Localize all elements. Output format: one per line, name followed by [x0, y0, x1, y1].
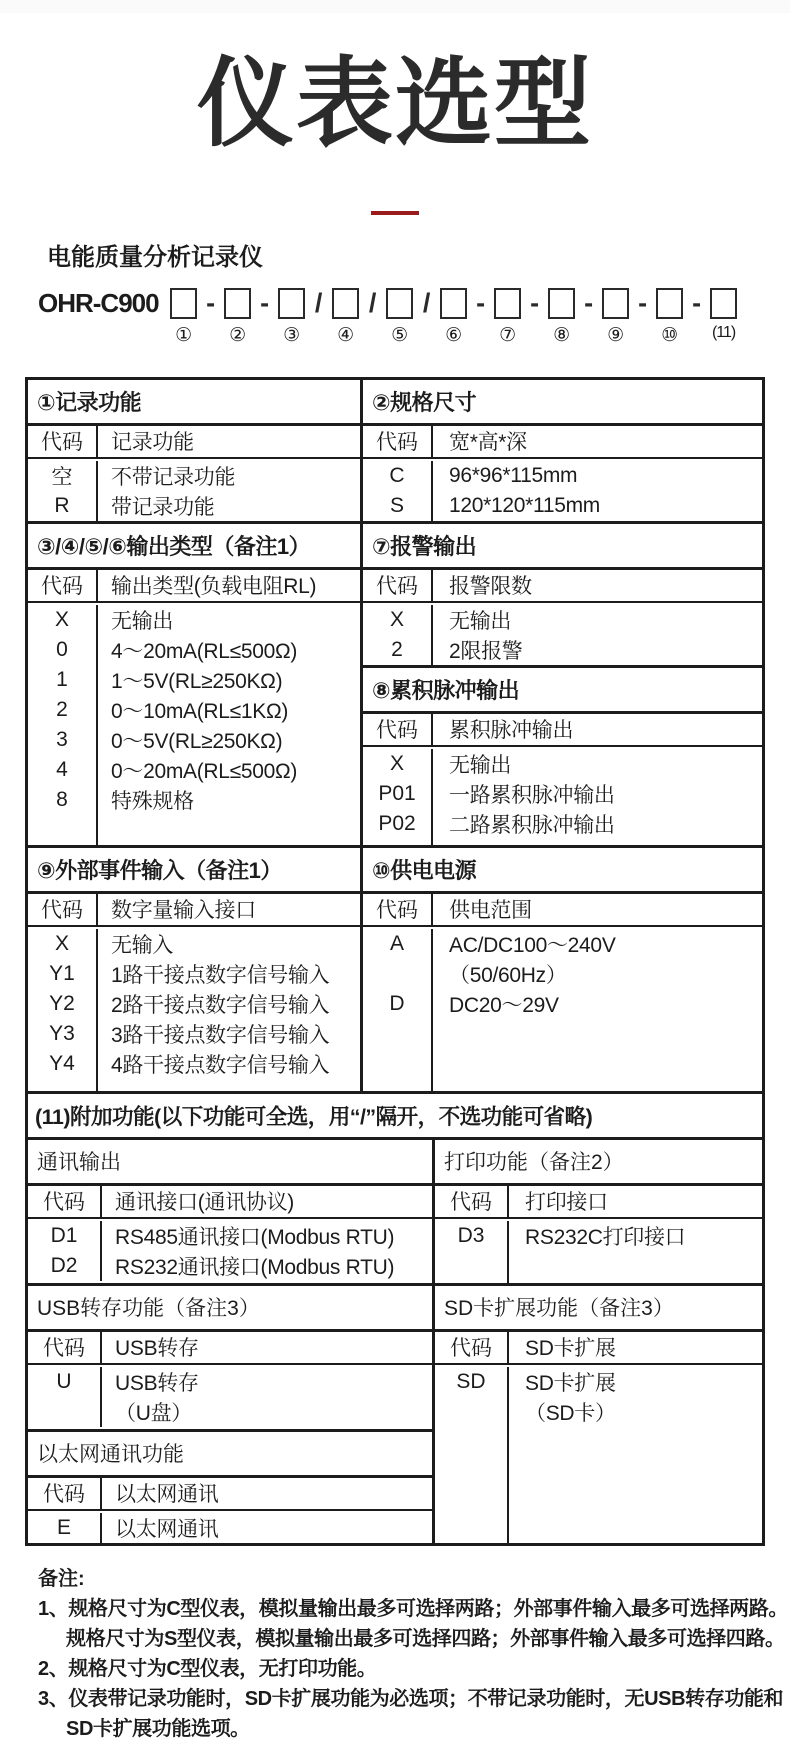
note-line: 3、仪表带记录功能时，SD卡扩展功能为必选项；不带记录功能时，无USB转存功能和 [38, 1687, 784, 1710]
table-row [28, 959, 360, 989]
section-title: ①记录功能 [28, 380, 360, 426]
column-header-row [363, 714, 762, 747]
table-row [28, 755, 360, 785]
desc-cell: 以太网通讯 [115, 1517, 219, 1541]
table-row [28, 491, 360, 521]
desc-cell: RS232通讯接口(Modbus RTU) [115, 1255, 395, 1279]
desc-header-cell: 供电范围 [449, 899, 532, 923]
desc-cell: 无输入 [111, 933, 174, 957]
table-row [28, 1367, 432, 1397]
code-cell [28, 1397, 102, 1427]
model-position-label: ⑨ [607, 324, 625, 346]
desc-cell: 带记录功能 [111, 495, 215, 519]
table-row [28, 695, 360, 725]
model-position-label: (11) [711, 323, 736, 341]
section-rows [363, 747, 762, 845]
model-position-label: ⑩ [661, 324, 679, 346]
desc-cell: （U盘） [115, 1401, 192, 1425]
model-position-label: ⑧ [553, 324, 571, 346]
table-row [28, 1251, 432, 1281]
table-row [28, 1019, 360, 1049]
desc-cell-empty [509, 1427, 762, 1543]
desc-cell: USB转存 [115, 1371, 199, 1395]
model-position-1 [170, 288, 198, 347]
table-row [28, 605, 360, 635]
table-row [363, 605, 762, 635]
code-cell: P02 [363, 809, 433, 839]
model-position-label: ① [175, 324, 193, 346]
top-strip [0, 0, 790, 13]
code-cell: Y2 [28, 989, 98, 1019]
desc-cell: 2路干接点数字信号输入 [111, 993, 330, 1017]
code-cell: SD [435, 1367, 509, 1397]
note-line: 1、规格尺寸为C型仪表，模拟量输出最多可选择两路；外部事件输入最多可选择两路。 [38, 1597, 788, 1620]
code-cell: 3 [28, 725, 98, 755]
section-title: SD卡扩展功能（备注3） [435, 1286, 762, 1332]
table-row [28, 1049, 360, 1079]
model-box [494, 288, 521, 319]
notes-heading: 备注: [38, 1567, 85, 1590]
model-separator: - [476, 287, 486, 318]
code-cell-empty [363, 1019, 433, 1091]
group1-left [28, 380, 363, 845]
desc-header-cell: 累积脉冲输出 [449, 719, 574, 743]
table-row [363, 749, 762, 779]
desc-cell: 特殊规格 [111, 789, 194, 813]
accent-dash [371, 211, 419, 215]
model-separator: - [206, 287, 216, 318]
product-name: 电能质量分析记录仪 [47, 243, 263, 271]
selection-table [25, 377, 765, 1546]
desc-header-cell: SD卡扩展 [525, 1337, 616, 1361]
table-row [28, 461, 360, 491]
model-separator: / [422, 287, 431, 318]
model-position-7 [494, 288, 522, 347]
section-title: 打印功能（备注2） [435, 1140, 762, 1186]
model-position-label: ④ [337, 324, 355, 346]
group3-right [435, 1140, 762, 1543]
model-prefix: OHR-C900 [38, 287, 159, 318]
model-separator: - [530, 287, 540, 318]
group3-left [28, 1140, 435, 1543]
filler-row [28, 815, 360, 845]
section-title: ③/④/⑤/⑥输出类型（备注1） [28, 524, 360, 570]
table-row [28, 1221, 432, 1251]
desc-cell: （50/60Hz） [449, 963, 567, 987]
desc-cell: 4路干接点数字信号输入 [111, 1053, 330, 1077]
model-separator: - [260, 287, 270, 318]
desc-cell: 1～5V(RL≥250KΩ) [111, 669, 283, 693]
group2-left [28, 848, 363, 1091]
section-rows [28, 1511, 432, 1543]
column-header-row [28, 426, 360, 459]
section-title: ⑦报警输出 [363, 524, 762, 570]
note-line: 规格尺寸为S型仪表，模拟量输出最多可选择四路；外部事件输入最多可选择四路。 [66, 1627, 785, 1650]
desc-cell: 1路干接点数字信号输入 [111, 963, 330, 987]
code-cell [363, 959, 433, 989]
section-alarm-output [363, 521, 762, 665]
model-box [710, 288, 737, 319]
column-header-row [363, 426, 762, 459]
table-row [363, 989, 762, 1019]
table-row [28, 665, 360, 695]
section-rows [363, 927, 762, 1091]
section-size [363, 380, 762, 521]
code-header-cell: 代码 [28, 894, 98, 925]
model-position-10 [656, 288, 684, 347]
desc-cell: AC/DC100～240V [449, 933, 616, 957]
desc-cell: 2限报警 [449, 639, 523, 663]
section-rows [28, 927, 360, 1091]
section-output-type [28, 521, 360, 845]
table-row [28, 1397, 432, 1427]
desc-cell-empty [98, 1079, 360, 1091]
table-row [435, 1397, 762, 1427]
column-header-row [435, 1332, 762, 1365]
additional-functions-header: (11)附加功能(以下功能可全选，用“/”隔开，不选功能可省略) [28, 1094, 762, 1140]
model-position-label: ⑤ [391, 324, 409, 346]
code-cell: D [363, 989, 433, 1019]
code-cell-empty [28, 1079, 98, 1091]
code-cell: P01 [363, 779, 433, 809]
model-separator: - [692, 287, 702, 318]
model-position-6 [440, 288, 468, 347]
column-header-row [435, 1186, 762, 1219]
desc-cell-empty [98, 815, 360, 845]
column-header-row [28, 894, 360, 927]
table-group-3 [28, 1091, 762, 1543]
code-header-cell: 代码 [363, 894, 433, 925]
table-row [28, 725, 360, 755]
column-header-row [28, 570, 360, 603]
code-cell: D2 [28, 1251, 102, 1281]
code-cell: D1 [28, 1221, 102, 1251]
column-header-row [28, 1478, 432, 1511]
section-external-event-input [28, 848, 360, 1091]
desc-cell: 120*120*115mm [449, 493, 600, 517]
model-box [278, 288, 305, 319]
model-box [602, 288, 629, 319]
model-box [440, 288, 467, 319]
desc-cell-empty [433, 1019, 762, 1091]
code-cell: 0 [28, 635, 98, 665]
desc-cell: 0～20mA(RL≤500Ω) [111, 759, 298, 783]
desc-header-cell: 打印接口 [525, 1191, 608, 1215]
desc-cell: 二路累积脉冲输出 [449, 813, 615, 837]
code-cell [435, 1397, 509, 1427]
desc-cell: 4～20mA(RL≤500Ω) [111, 639, 298, 663]
table-row [435, 1221, 762, 1251]
code-cell: X [28, 929, 98, 959]
code-cell: U [28, 1367, 102, 1397]
code-header-cell: 代码 [28, 570, 98, 601]
desc-header-cell: 输出类型(负载电阻RL) [111, 575, 317, 599]
model-position-5 [386, 288, 414, 347]
filler-row [435, 1251, 762, 1283]
desc-cell: 不带记录功能 [111, 465, 236, 489]
code-header-cell: 代码 [28, 1332, 102, 1363]
code-cell: A [363, 929, 433, 959]
code-header-cell: 代码 [435, 1186, 509, 1217]
code-cell: C [363, 461, 433, 491]
code-header-cell: 代码 [363, 426, 433, 457]
code-cell-empty [435, 1251, 509, 1283]
code-cell: Y1 [28, 959, 98, 989]
footnotes [38, 1564, 790, 1744]
code-cell: Y3 [28, 1019, 98, 1049]
code-cell: E [28, 1513, 102, 1543]
code-cell: Y4 [28, 1049, 98, 1079]
code-cell: 4 [28, 755, 98, 785]
section-print-function [435, 1140, 762, 1283]
model-position-label: ② [229, 324, 247, 346]
section-comm-output [28, 1140, 432, 1283]
desc-header-cell: 宽*高*深 [449, 431, 527, 455]
section-rows [28, 1365, 432, 1429]
code-cell: 1 [28, 665, 98, 695]
filler-row [28, 1079, 360, 1091]
desc-header-cell: 通讯接口(通讯协议) [115, 1191, 294, 1215]
section-usb-transfer [28, 1283, 432, 1429]
model-box [386, 288, 413, 319]
table-row [363, 809, 762, 839]
note-line: SD卡扩展功能选项。 [66, 1717, 250, 1740]
table-row [363, 461, 762, 491]
section-rows [28, 1219, 432, 1283]
section-title: ⑩供电电源 [363, 848, 762, 894]
code-cell: R [28, 491, 98, 521]
desc-cell: RS232C打印接口 [525, 1225, 686, 1249]
table-row [363, 929, 762, 959]
table-row [28, 1513, 432, 1543]
desc-cell: 0～10mA(RL≤1KΩ) [111, 699, 289, 723]
note-line: 2、规格尺寸为C型仪表，无打印功能。 [38, 1657, 377, 1680]
code-cell: X [363, 749, 433, 779]
filler-row [363, 1019, 762, 1091]
code-header-cell: 代码 [28, 426, 98, 457]
desc-cell: 无输出 [449, 609, 512, 633]
filler-row [435, 1427, 762, 1543]
code-cell: 2 [28, 695, 98, 725]
code-header-cell: 代码 [363, 714, 433, 745]
desc-cell: 0～5V(RL≥250KΩ) [111, 729, 283, 753]
group2-right [363, 848, 762, 1091]
model-position-label: ⑦ [499, 324, 517, 346]
model-position-4 [332, 288, 360, 347]
table-row [28, 635, 360, 665]
code-cell-empty [435, 1427, 509, 1543]
desc-header-cell: 记录功能 [111, 431, 194, 455]
column-header-row [28, 1186, 432, 1219]
desc-header-cell: 报警限数 [449, 575, 532, 599]
table-row [28, 785, 360, 815]
table-row [363, 635, 762, 665]
model-position-label: ⑥ [445, 324, 463, 346]
filler-row [363, 839, 762, 845]
desc-cell: DC20～29V [449, 993, 559, 1017]
table-row [28, 989, 360, 1019]
model-separator: - [584, 287, 594, 318]
section-record-function [28, 380, 360, 521]
table-group-2 [28, 845, 762, 1091]
model-box [656, 288, 683, 319]
code-cell: X [363, 605, 433, 635]
section-power-supply [363, 848, 762, 1091]
code-header-cell: 代码 [363, 570, 433, 601]
code-cell: S [363, 491, 433, 521]
model-separator: / [368, 287, 377, 318]
table-row [363, 959, 762, 989]
section-ethernet [28, 1429, 432, 1543]
model-code-diagram [38, 288, 790, 347]
code-cell: D3 [435, 1221, 509, 1251]
code-cell: 2 [363, 635, 433, 665]
desc-header-cell: 数字量输入接口 [111, 899, 256, 923]
section-rows [28, 603, 360, 845]
desc-header-cell: 以太网通讯 [115, 1483, 219, 1507]
desc-cell: 3路干接点数字信号输入 [111, 1023, 330, 1047]
section-title: ⑧累积脉冲输出 [363, 668, 762, 714]
section-title: ②规格尺寸 [363, 380, 762, 426]
column-header-row [363, 894, 762, 927]
model-separator: / [314, 287, 323, 318]
desc-cell: 一路累积脉冲输出 [449, 783, 615, 807]
section-title: 以太网通讯功能 [28, 1432, 432, 1478]
model-position-11 [710, 288, 738, 342]
desc-header-cell: USB转存 [115, 1337, 199, 1361]
group1-right [363, 380, 762, 845]
model-box [332, 288, 359, 319]
section-rows [363, 459, 762, 521]
desc-cell-empty [509, 1251, 762, 1283]
code-cell: 空 [28, 461, 98, 491]
section-rows [28, 459, 360, 521]
code-header-cell: 代码 [28, 1478, 102, 1509]
section-pulse-output [363, 665, 762, 845]
section-rows [435, 1365, 762, 1543]
desc-cell: 无输出 [449, 753, 512, 777]
desc-cell: （SD卡） [525, 1401, 616, 1425]
model-box [224, 288, 251, 319]
model-position-label: ③ [283, 324, 301, 346]
desc-cell: SD卡扩展 [525, 1371, 616, 1395]
section-title: USB转存功能（备注3） [28, 1286, 432, 1332]
model-position-2 [224, 288, 252, 347]
table-row [363, 491, 762, 521]
section-title: ⑨外部事件输入（备注1） [28, 848, 360, 894]
model-separator: - [638, 287, 648, 318]
model-box [548, 288, 575, 319]
code-cell-empty [363, 839, 433, 845]
table-row [28, 929, 360, 959]
model-position-9 [602, 288, 630, 347]
column-header-row [28, 1332, 432, 1365]
page-title: 仪表选型 [197, 49, 593, 158]
code-header-cell: 代码 [435, 1332, 509, 1363]
table-row [435, 1367, 762, 1397]
section-sd-card [435, 1283, 762, 1543]
section-title: 通讯输出 [28, 1140, 432, 1186]
table-row [363, 779, 762, 809]
desc-cell-empty [433, 839, 762, 845]
table-group-1 [28, 380, 762, 845]
code-header-cell: 代码 [28, 1186, 102, 1217]
desc-cell: 96*96*115mm [449, 463, 578, 487]
model-position-3 [278, 288, 306, 347]
code-cell-empty [28, 815, 98, 845]
section-rows [363, 603, 762, 665]
model-position-8 [548, 288, 576, 347]
section-rows [435, 1219, 762, 1283]
model-box [170, 288, 197, 319]
desc-cell: 无输出 [111, 609, 174, 633]
column-header-row [363, 570, 762, 603]
code-cell: 8 [28, 785, 98, 815]
group3-columns [28, 1140, 762, 1543]
code-cell: X [28, 605, 98, 635]
desc-cell: RS485通讯接口(Modbus RTU) [115, 1225, 395, 1249]
